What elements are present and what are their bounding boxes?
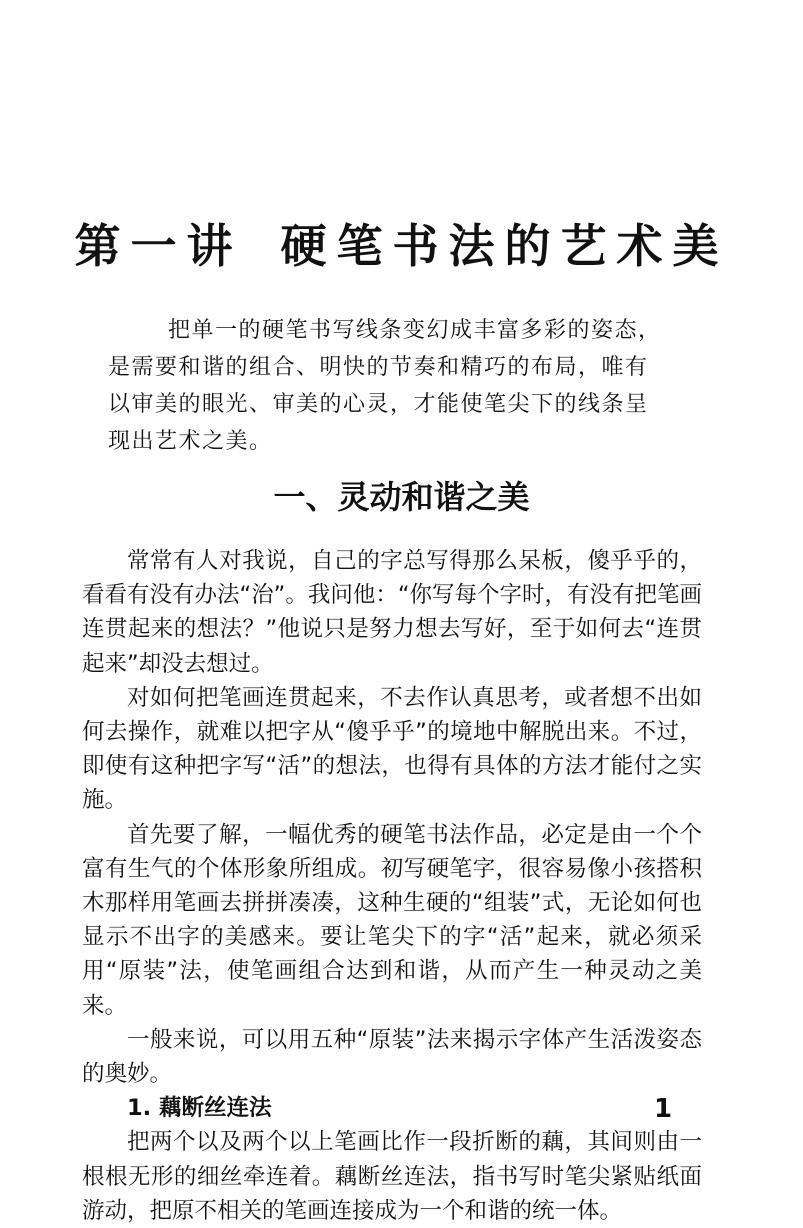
chapter-abstract: 把单一的硬笔书写线条变幻成丰富多彩的姿态，是需要和谐的组合、明快的节奏和精巧的布局，唯有以审美的眼光、审美的心灵，才能使笔尖下的线条呈现出艺术之美。	[108, 318, 662, 454]
chapter-number: 第一讲	[74, 219, 243, 273]
page-number: 1	[654, 1094, 673, 1124]
subsection-heading: 1. 藕断丝连法	[127, 1095, 272, 1122]
paragraph-1: 常常有人对我说，自己的字总写得那么呆板，傻乎乎的，看看有没有办法“治”。我问他：“你写每个字时，有没有把笔画连贯起来的想法？”他说只是努力想去写好，至于如何去“连贯起来”却没去想过。	[82, 548, 702, 677]
paragraph-2: 对如何把笔画连贯起来，不去作认真思考，或者想不出如何去操作，就难以把字从“傻乎乎”的境地中解脱出来。不过，即使有这种把字写“活”的想法，也得有具体的方法才能付之实施。	[82, 684, 702, 814]
section-heading: 一、灵动和谐之美	[273, 478, 530, 516]
paragraph-5: 把两个以及两个以上笔画比作一段折断的藕，其间则由一根根无形的细丝牵连着。藕断丝连法，指书写时笔尖紧贴纸面游动，把原不相关的笔画连接成为一个和谐的统一体。	[82, 1129, 702, 1224]
paragraph-3: 首先要了解，一幅优秀的硬笔书法作品，必定是由一个个富有生气的个体形象所组成。初写硬笔字，很容易像小孩搭积木那样用笔画去拼拼凑凑，这种生硬的“组装”式，无论如何也显示不出字的美感来。要让笔尖下的字“活”起来，就必须采用“原装”法，使笔画组合达到和谐，从而产生一种灵动之美来。	[82, 821, 702, 1019]
chapter-title-text: 硬笔书法的艺术美	[280, 219, 729, 273]
body-text	[82, 544, 702, 1228]
paragraph-4: 一般来说，可以用五种“原装”法来揭示字体产生活泼姿态的奥妙。	[82, 1026, 702, 1088]
chapter-title	[0, 210, 803, 276]
